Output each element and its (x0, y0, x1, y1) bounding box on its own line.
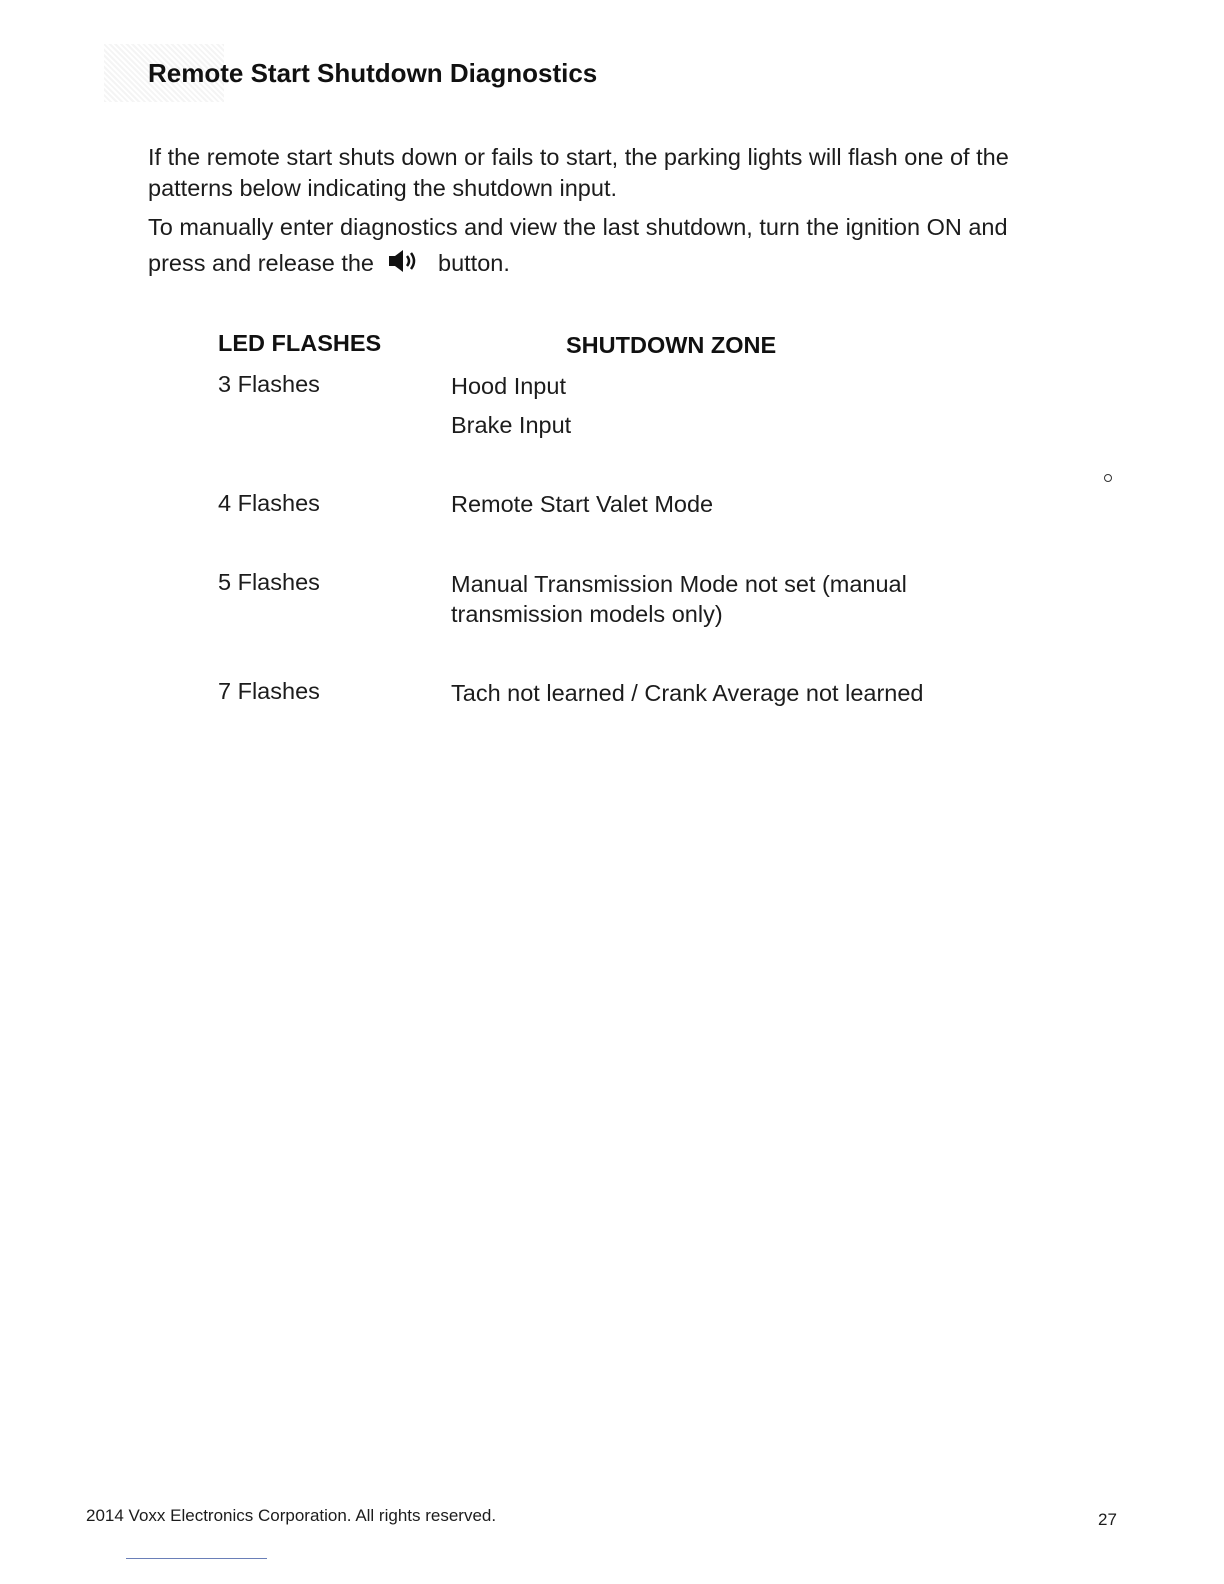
instruction-line-2 (148, 248, 1098, 279)
footer-copyright: 2014 Voxx Electronics Corporation. All rights reserved. (86, 1506, 497, 1525)
header-shutdown-zone: SHUTDOWN ZONE (566, 332, 777, 358)
instruction-text-before-icon: press and release the (148, 250, 375, 276)
row-3-zone-2: Brake Input (451, 412, 572, 438)
row-5-zone: Manual Transmission Mode not set (manual transmission models only) (451, 571, 907, 627)
row-4-zone: Remote Start Valet Mode (451, 491, 714, 517)
speaker-icon (388, 248, 420, 274)
row-3-flashes: 3 Flashes (218, 371, 320, 397)
row-4-flashes: 4 Flashes (218, 490, 320, 516)
scan-dot-mark (1104, 474, 1112, 482)
page-number: 27 (1098, 1510, 1117, 1529)
header-led-flashes: LED FLASHES (218, 330, 382, 356)
row-3-zone-1: Hood Input (451, 373, 566, 399)
row-7-flashes: 7 Flashes (218, 678, 320, 704)
row-5-flashes: 5 Flashes (218, 569, 320, 595)
instruction-paragraph (148, 212, 1098, 279)
intro-paragraph: If the remote start shuts down or fails to start, the parking lights will flash one of the patterns below indicating the shutdown input. (148, 144, 1009, 201)
page-title: Remote Start Shutdown Diagnostics (148, 58, 598, 88)
row-7-zone: Tach not learned / Crank Average not learned (451, 680, 924, 706)
instruction-line-1: To manually enter diagnostics and view the last shutdown, turn the ignition ON and (148, 214, 1008, 240)
bottom-rule (126, 1558, 267, 1559)
instruction-text-after-icon: button. (438, 250, 510, 276)
